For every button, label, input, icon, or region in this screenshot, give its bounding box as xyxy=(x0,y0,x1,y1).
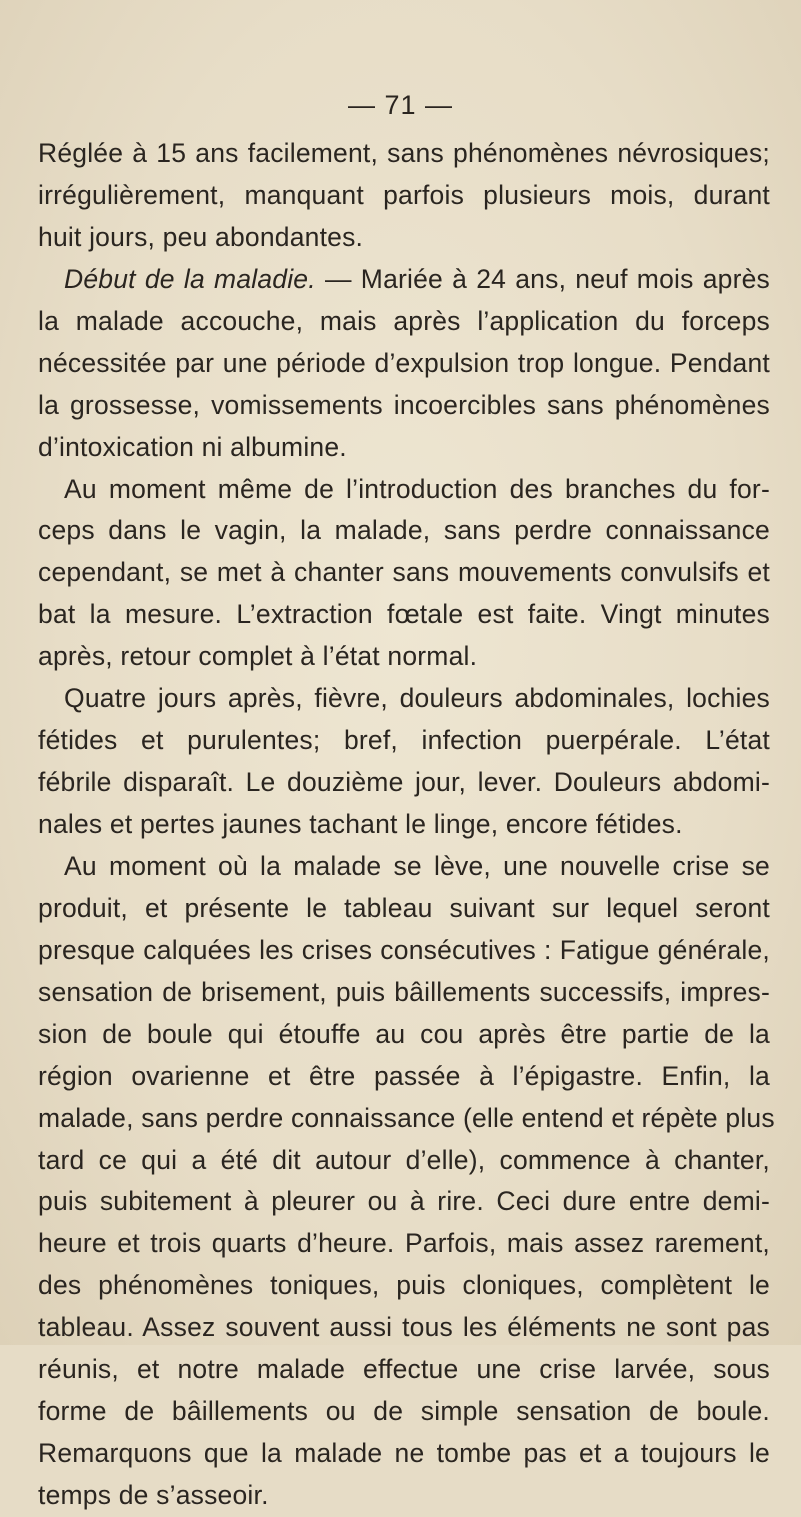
text-line: la malade accouche, mais après l’application du forceps xyxy=(38,305,770,336)
text-line: nécessitée par une période d’expulsion trop longue. Pendant xyxy=(38,347,770,378)
section-heading: Début de la maladie. xyxy=(64,263,316,294)
body-text xyxy=(38,133,775,1517)
text-line: puis subitement à pleurer ou à rire. Ceci dure entre demi- xyxy=(38,1186,770,1217)
text-line: produit, et présente le tableau suivant sur lequel seront xyxy=(38,892,770,923)
text-fragment: — Mariée à 24 ans, neuf mois après xyxy=(315,263,770,294)
text-line: malade, sans perdre connaissance (elle entend et répète plus xyxy=(38,1102,775,1133)
text-line: Remarquons que la malade ne tombe pas et a toujours le xyxy=(38,1438,770,1469)
text-line: Réglée à 15 ans facilement, sans phénomènes névrosiques; xyxy=(38,138,770,168)
text-line: fébrile disparaît. Le douzième jour, lever. Douleurs abdomi- xyxy=(38,767,770,798)
text-line: irrégulièrement, manquant parfois plusieurs mois, durant xyxy=(38,179,770,210)
text-line: région ovarienne et être passée à l’épigastre. Enfin, la xyxy=(38,1060,770,1091)
text-line: après, retour complet à l’état normal. xyxy=(38,641,478,672)
text-line: fétides et purulentes; bref, infection puerpérale. L’état xyxy=(38,725,770,756)
text-line: sion de boule qui étouffe au cou après être partie de la xyxy=(38,1018,770,1049)
text-line: des phénomènes toniques, puis cloniques, complètent le xyxy=(38,1270,770,1301)
text-line: sensation de brisement, puis bâillements successifs, impres- xyxy=(38,976,770,1007)
text-line: Au moment même de l’introduction des branches du for- xyxy=(64,473,770,504)
text-line: huit jours, peu abondantes. xyxy=(38,221,364,252)
text-line: réunis, et notre malade effectue une crise larvée, sous xyxy=(38,1354,770,1385)
text-line: presque calquées les crises consécutives : Fatigue générale, xyxy=(38,934,770,965)
text-line: Quatre jours après, fièvre, douleurs abdominales, lochies xyxy=(64,683,770,714)
text-line: tard ce qui a été dit autour d’elle), commence à chanter, xyxy=(38,1144,770,1175)
text-line: forme de bâillements ou de simple sensation de boule. xyxy=(38,1396,770,1427)
text-line: temps de s’asseoir. xyxy=(38,1480,269,1510)
text-line: cependant, se met à chanter sans mouvements convulsifs et xyxy=(38,557,770,588)
text-line: ceps dans le vagin, la malade, sans perdre connaissance xyxy=(38,515,770,546)
text-line: bat la mesure. L’extraction fœtale est faite. Vingt minutes xyxy=(38,599,770,630)
text-line: la grossesse, vomissements incoercibles sans phénomènes xyxy=(38,389,770,420)
page-number: — 71 — xyxy=(347,90,454,120)
text-line: tableau. Assez souvent aussi tous les éléments ne sont pas xyxy=(38,1312,770,1343)
text-line: heure et trois quarts d’heure. Parfois, mais assez rarement, xyxy=(38,1228,770,1259)
section-heading-line xyxy=(38,259,770,301)
text-line: Au moment où la malade se lève, une nouvelle crise se xyxy=(64,850,770,881)
text-line: d’intoxication ni albumine. xyxy=(38,431,347,462)
text-line: nales et pertes jaunes tachant le linge, encore fétides. xyxy=(38,809,683,839)
